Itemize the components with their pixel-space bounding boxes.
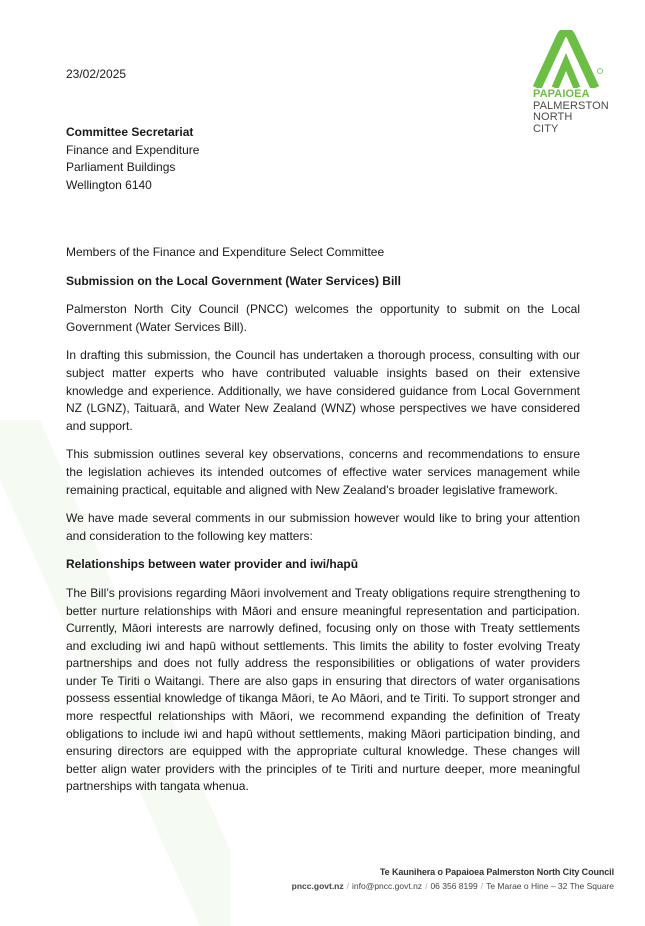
- addressee-line: Members of the Finance and Expenditure Select Committee: [66, 245, 385, 259]
- logo-maori-name: PAPAIOEA: [533, 88, 590, 100]
- recipient-line-2: Parliament Buildings: [66, 160, 176, 174]
- body-paragraph-1: Palmerston North City Council (PNCC) welcomes the opportunity to submit on the Local Government (Water Services Bill).: [66, 302, 580, 334]
- section-paragraph: The Bill’s provisions regarding Māori involvement and Treaty obligations require strengthening to better nurture relationships with Māori and ensure meaningful representation and participation. Currently, Māori interests are narrowly defined, focusing only on those with Treaty settlements and excluding iwi and hapū without settlements. This limits the ability to foster evolving Treaty partnerships and does not fully address the responsibilities or obligations of water providers under Te Tiriti o Waitangi. There are also gaps in ensuring that directors of water organisations possess essential knowledge of tikanga Māori, te Ao Māori, and te Tiriti. To support stronger and more respectful relationships with Māori, we recommend expanding the definition of Treaty obligations to include iwi and hapū without settlements, making Māori participation binding, and ensuring directors are equipped with the appropriate cultural knowledge. These changes will better align water providers with the principles of te Tiriti and nurture deeper, more meaningful partnerships with tangata whenua.: [66, 585, 580, 794]
- letter-date: 23/02/2025: [66, 67, 127, 81]
- recipient-title: Committee Secretariat: [66, 125, 194, 139]
- section-heading: Relationships between water provider and iwi/hapū: [66, 557, 359, 572]
- body-paragraph-3: This submission outlines several key observations, concerns and recommendations to ensure the legislation achieves its intended outcomes of effective water services management while remaining practical, equitable and aligned with New Zealand's broader legislative framework.: [66, 447, 580, 497]
- logo-mark-icon: [533, 30, 605, 88]
- footer-website-link[interactable]: pncc.govt.nz: [291, 881, 344, 891]
- letter-footer: [292, 867, 614, 891]
- recipient-line-3: Wellington 6140: [66, 177, 152, 192]
- pncc-logo: [533, 30, 623, 135]
- subject-heading: Submission on the Local Government (Water Services) Bill: [66, 273, 401, 288]
- recipient-address: [66, 124, 199, 194]
- footer-phone: 06 356 8199: [430, 881, 478, 891]
- footer-contacts: pncc.govt.nz / info@pncc.govt.nz / 06 356 8199 / Te Marae o Hine – 32 The Square: [291, 881, 614, 891]
- footer-email-link[interactable]: info@pncc.govt.nz: [352, 881, 423, 891]
- logo-english-line-1: PALMERSTON: [533, 99, 609, 112]
- footer-address: Te Marae o Hine – 32 The Square: [486, 881, 614, 891]
- logo-english-line-3: CITY: [533, 122, 559, 135]
- recipient-line-1: Finance and Expenditure: [66, 142, 200, 157]
- letter-body: [66, 244, 580, 807]
- footer-council-name: Te Kaunihera o Papaioea Palmerston North City Council: [379, 867, 614, 877]
- body-paragraph-4: We have made several comments in our submission however would like to bring your attention and consideration to the following key matters:: [66, 511, 580, 543]
- logo-english-line-2: NORTH: [533, 111, 573, 123]
- body-paragraph-2: In drafting this submission, the Council has undertaken a thorough process, consulting with our subject matter experts who have contributed valuable insights based on their extensive knowledge and experience. Additionally, we have considered guidance from Local Government NZ (LGNZ), Taituarā, and Water New Zealand (WNZ) whose perspectives we have considered and support.: [66, 348, 580, 433]
